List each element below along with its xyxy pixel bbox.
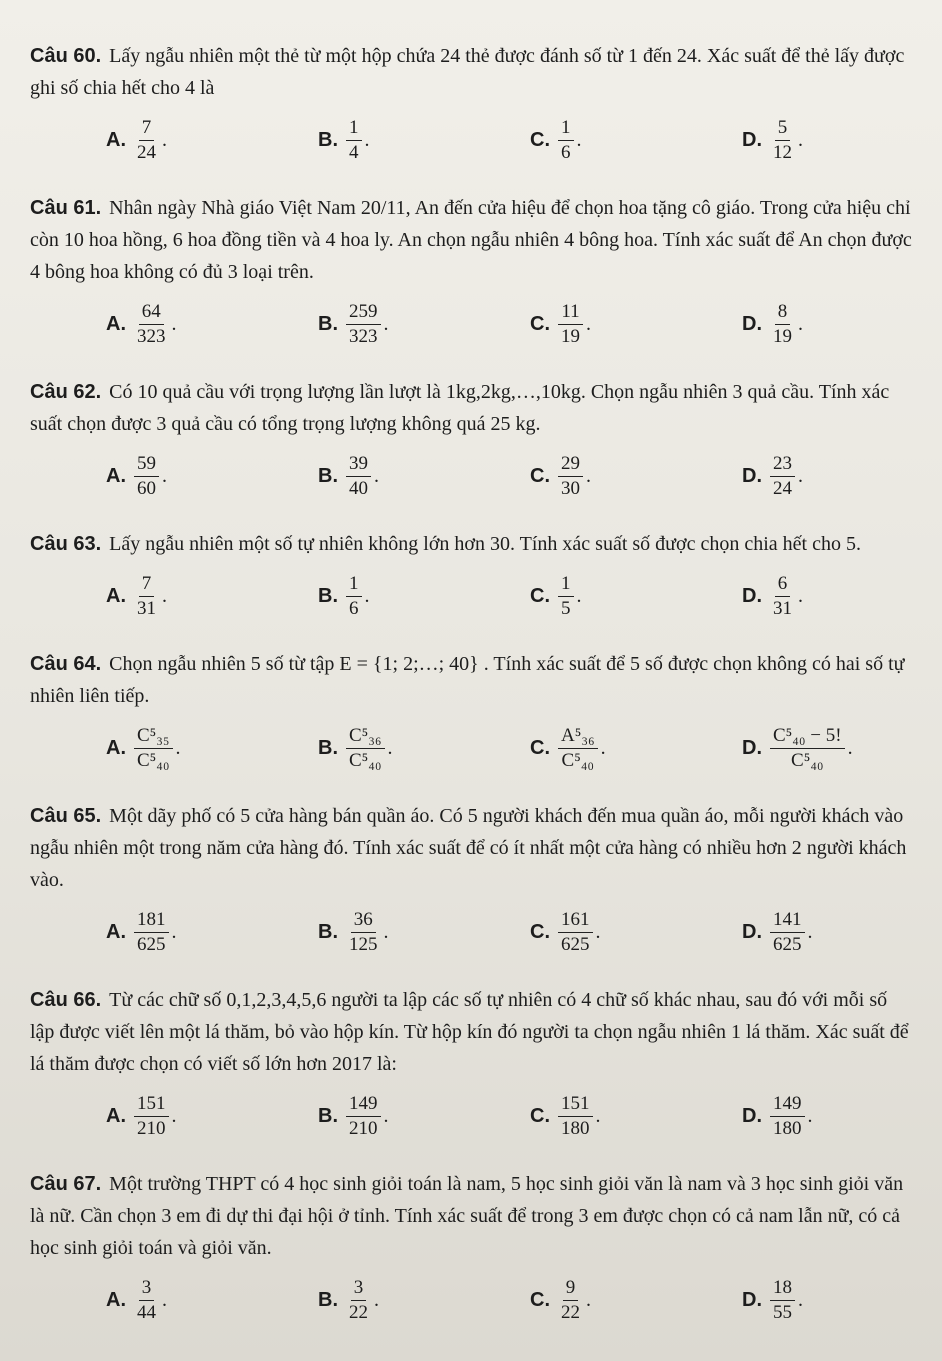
answer-fraction	[346, 453, 371, 500]
answer-letter: D.	[742, 920, 762, 943]
answer-letter: B.	[318, 464, 338, 487]
answer-options	[30, 718, 912, 778]
fraction-denominator: 180	[773, 1117, 802, 1139]
answer-fraction	[134, 909, 169, 956]
answer-fraction	[558, 909, 593, 956]
answer-fraction	[558, 725, 598, 772]
fraction-numerator: 259	[346, 301, 381, 325]
fraction-denominator: 6	[349, 597, 359, 619]
question-block	[30, 40, 912, 170]
fraction-numerator: 9	[563, 1277, 579, 1301]
period-mark: .	[807, 1104, 813, 1127]
answer-option[interactable]	[742, 453, 942, 500]
answer-option[interactable]	[530, 117, 742, 164]
fraction-numerator: 23	[770, 453, 795, 477]
fraction-numerator: 1	[346, 117, 362, 141]
fraction-denominator: 24	[137, 141, 156, 163]
answer-letter: D.	[742, 736, 762, 759]
answer-option[interactable]	[530, 1277, 742, 1324]
answer-letter: C.	[530, 584, 550, 607]
fraction-denominator: 12	[773, 141, 792, 163]
period-mark: .	[175, 736, 181, 759]
answer-option[interactable]	[742, 725, 942, 772]
fraction-numerator: 181	[134, 909, 169, 933]
fraction-numerator: 161	[558, 909, 593, 933]
question-block	[30, 800, 912, 962]
question-number: Câu 66.	[30, 989, 102, 1011]
fraction-numerator: 36	[351, 909, 376, 933]
answer-letter: A.	[106, 464, 126, 487]
answer-option[interactable]	[530, 573, 742, 620]
period-mark: .	[162, 128, 167, 151]
question-number: Câu 62.	[30, 381, 102, 403]
fraction-numerator: 7	[139, 117, 155, 141]
answer-letter: D.	[742, 584, 762, 607]
fraction-denominator: C⁵₄₀	[561, 749, 595, 771]
fraction-numerator: 59	[134, 453, 159, 477]
fraction-denominator: 31	[137, 597, 156, 619]
fraction-denominator: 125	[349, 933, 378, 955]
period-mark: .	[383, 1104, 389, 1127]
question-stem	[30, 800, 912, 896]
question-number: Câu 61.	[30, 197, 102, 219]
period-mark: .	[798, 584, 803, 607]
fraction-denominator: 210	[137, 1117, 166, 1139]
answer-fraction	[346, 573, 362, 620]
question-number: Câu 60.	[30, 45, 102, 67]
answer-letter: C.	[530, 464, 550, 487]
answer-option[interactable]	[530, 1093, 742, 1140]
answer-fraction	[770, 1093, 805, 1140]
answer-letter: D.	[742, 464, 762, 487]
fraction-numerator: 8	[775, 301, 791, 325]
answer-options	[30, 294, 912, 354]
period-mark: .	[383, 920, 389, 943]
answer-fraction	[134, 573, 159, 620]
fraction-numerator: 141	[770, 909, 805, 933]
answer-option[interactable]	[318, 1277, 530, 1324]
answer-fraction	[346, 117, 362, 164]
answer-fraction	[346, 1277, 371, 1324]
question-number: Câu 67.	[30, 1173, 102, 1195]
question-stem	[30, 192, 912, 288]
answer-fraction	[558, 1093, 593, 1140]
answer-letter: D.	[742, 1288, 762, 1311]
answer-letter: B.	[318, 1104, 338, 1127]
answer-options	[30, 446, 912, 506]
answer-options	[30, 902, 912, 962]
answer-fraction	[558, 453, 583, 500]
fraction-numerator: 29	[558, 453, 583, 477]
period-mark: .	[798, 312, 803, 335]
question-text: Một trường THPT có 4 học sinh giỏi toán là nam, 5 học sinh giỏi văn là nam và 3 học sinh giỏi văn là nữ. Cần chọn 3 em đi dự thi đại hội ở tỉnh. Tính xác suất để trong 3 em được chọn có cả nam lẫn nữ, có cả học sinh giỏi toán và giỏi văn.	[30, 1173, 904, 1259]
fraction-numerator: A⁵₃₆	[558, 725, 598, 749]
answer-option[interactable]	[106, 1093, 318, 1140]
fraction-denominator: 5	[561, 597, 571, 619]
answer-options	[30, 1086, 912, 1146]
period-mark: .	[807, 920, 813, 943]
fraction-numerator: 149	[770, 1093, 805, 1117]
fraction-denominator: C⁵₄₀	[349, 749, 382, 771]
question-number: Câu 65.	[30, 805, 102, 827]
answer-fraction	[770, 453, 795, 500]
question-number: Câu 64.	[30, 653, 102, 675]
period-mark: .	[162, 1288, 167, 1311]
answer-fraction	[346, 725, 385, 772]
answer-fraction	[134, 1277, 159, 1324]
period-mark: .	[798, 464, 803, 487]
answer-option[interactable]	[318, 573, 530, 620]
question-stem	[30, 1168, 912, 1264]
answer-option[interactable]	[318, 117, 530, 164]
fraction-denominator: 24	[773, 477, 792, 499]
answer-fraction	[770, 909, 805, 956]
period-mark: .	[374, 464, 379, 487]
period-mark: .	[171, 312, 177, 335]
answer-option[interactable]	[530, 301, 742, 348]
question-text: Từ các chữ số 0,1,2,3,4,5,6 người ta lập các số tự nhiên có 4 chữ số khác nhau, sau đó với mỗi số lập được viết lên một lá thăm, bỏ vào hộp kín. Từ hộp kín đó người ta chọn ngẫu nhiên 1 lá thăm. Xác suất để lá thăm được chọn có viết số lớn hơn 2017 là:	[30, 989, 909, 1075]
fraction-numerator: 3	[139, 1277, 155, 1301]
fraction-numerator: 1	[346, 573, 362, 597]
question-stem	[30, 40, 912, 104]
fraction-denominator: 625	[773, 933, 802, 955]
answer-letter: A.	[106, 920, 126, 943]
answer-option[interactable]	[530, 725, 742, 772]
answer-letter: C.	[530, 736, 550, 759]
answer-fraction	[558, 573, 574, 620]
answer-option[interactable]	[106, 301, 318, 348]
answer-letter: C.	[530, 312, 550, 335]
fraction-numerator: 151	[558, 1093, 593, 1117]
answer-option[interactable]	[106, 909, 318, 956]
fraction-numerator: 1	[558, 573, 574, 597]
fraction-denominator: 6	[561, 141, 571, 163]
answer-fraction	[134, 453, 159, 500]
answer-option[interactable]	[530, 453, 742, 500]
answer-option[interactable]	[318, 301, 530, 348]
answer-letter: A.	[106, 1288, 126, 1311]
answer-letter: A.	[106, 1104, 126, 1127]
fraction-numerator: 5	[775, 117, 791, 141]
question-block	[30, 984, 912, 1146]
fraction-denominator: 40	[349, 477, 368, 499]
question-block	[30, 648, 912, 778]
fraction-denominator: 31	[773, 597, 792, 619]
answer-option[interactable]	[318, 1093, 530, 1140]
answer-fraction	[770, 301, 795, 348]
fraction-denominator: 625	[137, 933, 166, 955]
question-block	[30, 376, 912, 506]
answer-fraction	[134, 117, 159, 164]
fraction-denominator: 22	[349, 1301, 368, 1323]
period-mark: .	[586, 1288, 591, 1311]
question-text: Một dãy phố có 5 cửa hàng bán quần áo. Có 5 người khách đến mua quần áo, mỗi người khách vào ngẫu nhiên một trong năm cửa hàng đó. Tính xác suất để có ít nhất một cửa hàng có nhiều hơn 2 người khách vào.	[30, 805, 907, 891]
answer-letter: C.	[530, 1104, 550, 1127]
fraction-numerator: 7	[139, 573, 155, 597]
answer-letter: A.	[106, 736, 126, 759]
answer-fraction	[134, 1093, 169, 1140]
fraction-denominator: 210	[349, 1117, 378, 1139]
period-mark: .	[171, 1104, 177, 1127]
answer-fraction	[770, 573, 795, 620]
question-stem	[30, 648, 912, 712]
answer-fraction	[770, 117, 795, 164]
answer-fraction	[558, 1277, 583, 1324]
answer-letter: B.	[318, 584, 338, 607]
answer-option[interactable]	[742, 1277, 942, 1324]
answer-option[interactable]	[742, 117, 942, 164]
answer-options	[30, 566, 912, 626]
answer-option[interactable]	[106, 117, 318, 164]
answer-letter: B.	[318, 920, 338, 943]
answer-option[interactable]	[742, 301, 942, 348]
period-mark: .	[595, 1104, 601, 1127]
answer-letter: D.	[742, 128, 762, 151]
question-text: Lấy ngẫu nhiên một thẻ từ một hộp chứa 24 thẻ được đánh số từ 1 đến 24. Xác suất để thẻ lấy được ghi số chia hết cho 4 là	[30, 45, 905, 99]
fraction-denominator: 323	[137, 325, 166, 347]
fraction-numerator: 39	[346, 453, 371, 477]
answer-letter: A.	[106, 584, 126, 607]
question-stem	[30, 984, 912, 1080]
answer-fraction	[558, 117, 574, 164]
period-mark: .	[595, 920, 601, 943]
question-block	[30, 192, 912, 354]
fraction-denominator: 55	[773, 1301, 792, 1323]
period-mark: .	[162, 584, 167, 607]
period-mark: .	[383, 312, 389, 335]
answer-option[interactable]	[106, 1277, 318, 1324]
answer-letter: C.	[530, 920, 550, 943]
answer-letter: D.	[742, 312, 762, 335]
fraction-numerator: 11	[558, 301, 582, 325]
answer-letter: A.	[106, 312, 126, 335]
period-mark: .	[798, 128, 803, 151]
question-block	[30, 528, 912, 626]
period-mark: .	[600, 736, 606, 759]
period-mark: .	[374, 1288, 379, 1311]
fraction-numerator: 18	[770, 1277, 795, 1301]
answer-fraction	[346, 1093, 381, 1140]
period-mark: .	[387, 736, 393, 759]
answer-fraction	[346, 909, 381, 956]
answer-fraction	[134, 725, 173, 772]
answer-option[interactable]	[106, 453, 318, 500]
fraction-numerator: 6	[775, 573, 791, 597]
answer-letter: D.	[742, 1104, 762, 1127]
fraction-numerator: 1	[558, 117, 574, 141]
answer-fraction	[134, 301, 169, 348]
question-block	[30, 1168, 912, 1330]
period-mark: .	[576, 584, 582, 607]
fraction-denominator: C⁵₄₀	[791, 749, 824, 771]
answer-letter: B.	[318, 736, 338, 759]
fraction-numerator: 64	[139, 301, 164, 325]
question-stem	[30, 376, 912, 440]
question-text: Nhân ngày Nhà giáo Việt Nam 20/11, An đến cửa hiệu để chọn hoa tặng cô giáo. Trong cửa hiệu chỉ còn 10 hoa hồng, 6 hoa đồng tiền và 4 hoa ly. An chọn ngẫu nhiên 4 bông hoa. Tính xác suất để An chọn được 4 bông hoa không có đủ 3 loại trên.	[30, 197, 912, 283]
fraction-denominator: 19	[561, 325, 580, 347]
answer-option[interactable]	[318, 909, 530, 956]
fraction-denominator: 625	[561, 933, 590, 955]
period-mark: .	[364, 584, 370, 607]
fraction-denominator: 180	[561, 1117, 590, 1139]
fraction-denominator: 22	[561, 1301, 580, 1323]
answer-letter: B.	[318, 1288, 338, 1311]
answer-options	[30, 1270, 912, 1330]
answer-option[interactable]	[318, 725, 530, 772]
period-mark: .	[586, 464, 591, 487]
answer-option[interactable]	[742, 909, 942, 956]
period-mark: .	[171, 920, 177, 943]
answer-letter: A.	[106, 128, 126, 151]
period-mark: .	[798, 1288, 803, 1311]
fraction-denominator: 30	[561, 477, 580, 499]
fraction-numerator: C⁵₃₅	[134, 725, 173, 749]
fraction-denominator: 60	[137, 477, 156, 499]
question-text: Chọn ngẫu nhiên 5 số từ tập E = {1; 2;…; 40} . Tính xác suất để 5 số được chọn không có hai số tự nhiên liên tiếp.	[30, 653, 905, 707]
answer-option[interactable]	[742, 573, 942, 620]
answer-letter: C.	[530, 1288, 550, 1311]
fraction-denominator: 44	[137, 1301, 156, 1323]
period-mark: .	[364, 128, 370, 151]
fraction-numerator: 3	[351, 1277, 367, 1301]
answer-options	[30, 110, 912, 170]
question-stem	[30, 528, 912, 560]
question-text: Có 10 quả cầu với trọng lượng lần lượt là 1kg,2kg,…,10kg. Chọn ngẫu nhiên 3 quả cầu. Tính xác suất chọn được 3 quả cầu có tổng trọng lượng không quá 25 kg.	[30, 381, 890, 435]
answer-option[interactable]	[318, 453, 530, 500]
fraction-denominator: 4	[349, 141, 359, 163]
answer-fraction	[770, 725, 845, 772]
question-number: Câu 63.	[30, 533, 102, 555]
answer-option[interactable]	[106, 725, 318, 772]
answer-letter: C.	[530, 128, 550, 151]
period-mark: .	[162, 464, 167, 487]
fraction-denominator: C⁵₄₀	[137, 749, 170, 771]
fraction-numerator: 149	[346, 1093, 381, 1117]
fraction-denominator: 323	[349, 325, 378, 347]
fraction-numerator: C⁵₃₆	[346, 725, 385, 749]
answer-option[interactable]	[106, 573, 318, 620]
fraction-numerator: 151	[134, 1093, 169, 1117]
period-mark: .	[847, 736, 853, 759]
fraction-numerator: C⁵₄₀ − 5!	[770, 725, 845, 749]
answer-letter: B.	[318, 312, 338, 335]
answer-option[interactable]	[742, 1093, 942, 1140]
answer-fraction	[346, 301, 381, 348]
question-text: Lấy ngẫu nhiên một số tự nhiên không lớn hơn 30. Tính xác suất số được chọn chia hết cho 5.	[109, 533, 861, 555]
answer-option[interactable]	[530, 909, 742, 956]
answer-letter: B.	[318, 128, 338, 151]
period-mark: .	[576, 128, 582, 151]
answer-fraction	[558, 301, 583, 348]
fraction-denominator: 19	[773, 325, 792, 347]
period-mark: .	[586, 312, 591, 335]
answer-fraction	[770, 1277, 795, 1324]
